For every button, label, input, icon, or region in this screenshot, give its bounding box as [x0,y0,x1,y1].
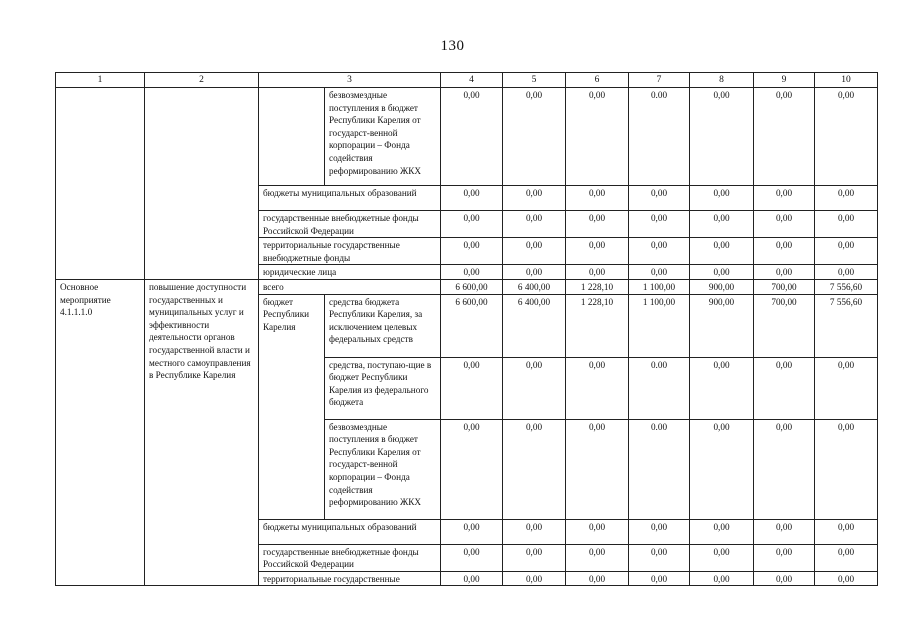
value-cell: 0,00 [503,419,566,519]
value-cell: 0,00 [566,238,629,265]
value-cell: 0,00 [629,211,690,238]
value-cell: 1 100,00 [629,294,690,357]
value-cell: 0,00 [503,265,566,280]
value-cell: 0,00 [629,571,690,586]
value-cell: 1 228,10 [566,294,629,357]
value-cell: 0,00 [441,357,503,419]
value-cell: 0,00 [441,544,503,571]
value-cell: 0,00 [441,571,503,586]
value-cell: 0,00 [690,357,754,419]
value-cell: 7 556,60 [815,294,878,357]
funding-source: государственные внебюджетные фонды Российской Федерации [259,211,441,238]
value-cell: 0,00 [503,186,566,211]
value-cell: 0,00 [754,186,815,211]
value-cell: 0,00 [566,265,629,280]
value-cell: 0,00 [441,238,503,265]
header-cell: 5 [503,73,566,88]
header-cell: 6 [566,73,629,88]
value-cell: 0,00 [754,238,815,265]
value-cell: 0,00 [690,88,754,186]
value-cell: 1 228,10 [566,279,629,294]
value-cell: 0.00 [629,419,690,519]
value-cell: 0,00 [629,265,690,280]
value-cell: 0,00 [690,211,754,238]
value-cell: 0,00 [815,211,878,238]
value-cell: 0,00 [566,544,629,571]
funding-source: территориальные государственные внебюджетные фонды [259,238,441,265]
value-cell: 0,00 [629,238,690,265]
value-cell: 0,00 [441,265,503,280]
value-cell: 0,00 [754,357,815,419]
value-cell: 0,00 [815,238,878,265]
value-cell: 0,00 [441,419,503,519]
value-cell: 0,00 [815,265,878,280]
value-cell: 0,00 [754,571,815,586]
value-cell: 0,00 [503,211,566,238]
value-cell: 0,00 [815,544,878,571]
regional-budget-label: бюджет Республики Карелия [259,294,325,519]
activity-code-cell [56,88,145,280]
value-cell: 0,00 [566,88,629,186]
value-cell: 0,00 [441,88,503,186]
value-cell: 0,00 [566,186,629,211]
value-cell: 700,00 [754,294,815,357]
value-cell: 0,00 [566,571,629,586]
value-cell: 0,00 [690,265,754,280]
value-cell: 6 400,00 [503,279,566,294]
value-cell: 0,00 [815,357,878,419]
value-cell: 0,00 [690,544,754,571]
value-cell: 0,00 [815,186,878,211]
value-cell: 900,00 [690,294,754,357]
value-cell: 0,00 [629,519,690,544]
funding-source: бюджеты муниципальных образований [259,519,441,544]
header-cell: 7 [629,73,690,88]
total-label: всего [259,279,441,294]
value-cell: 0,00 [690,419,754,519]
funding-source: средства бюджета Республики Карелия, за исключением целевых федеральных средств [325,294,441,357]
value-cell: 0,00 [690,238,754,265]
value-cell: 7 556,60 [815,279,878,294]
value-cell: 6 600,00 [441,279,503,294]
value-cell: 0,00 [441,211,503,238]
header-cell: 4 [441,73,503,88]
funding-group-cell [259,88,325,186]
table-row [56,88,878,186]
value-cell: 0,00 [754,88,815,186]
value-cell: 0,00 [503,571,566,586]
value-cell: 0,00 [690,186,754,211]
value-cell: 0,00 [566,211,629,238]
value-cell: 0,00 [815,419,878,519]
funding-source: государственные внебюджетные фонды Российской Федерации [259,544,441,571]
header-cell: 8 [690,73,754,88]
value-cell: 0,00 [503,357,566,419]
value-cell: 0,00 [815,571,878,586]
activity-name-cell [145,88,259,280]
activity-code: Основное мероприятие 4.1.1.1.0 [56,279,145,585]
value-cell: 900,00 [690,279,754,294]
table-row [56,279,878,294]
value-cell: 0.00 [629,88,690,186]
value-cell: 0,00 [503,238,566,265]
value-cell: 0,00 [503,544,566,571]
value-cell: 0,00 [566,357,629,419]
funding-source: юридические лица [259,265,441,280]
activity-name: повышение доступности государственных и муниципальных услуг и эффективности деятельности органов государственной власти и местного самоуправления в Республике Карелия [145,279,259,585]
value-cell: 0.00 [629,357,690,419]
value-cell: 0,00 [503,88,566,186]
value-cell: 0,00 [754,265,815,280]
header-cell: 10 [815,73,878,88]
value-cell: 0,00 [441,519,503,544]
value-cell: 0,00 [629,544,690,571]
value-cell: 0,00 [566,519,629,544]
value-cell: 0,00 [690,519,754,544]
value-cell: 700,00 [754,279,815,294]
header-cell: 9 [754,73,815,88]
funding-source: безвозмездные поступления в бюджет Республики Карелия от государст-венной корпорации – Фонда содействия реформированию ЖКХ [325,419,441,519]
header-cell: 3 [259,73,441,88]
value-cell: 6 600,00 [441,294,503,357]
page-number: 130 [440,38,465,54]
value-cell: 0,00 [566,419,629,519]
funding-source: территориальные государственные [259,571,441,586]
header-cell: 1 [56,73,145,88]
header-row [56,73,878,88]
value-cell: 0,00 [754,419,815,519]
value-cell: 0,00 [754,211,815,238]
value-cell: 0,00 [629,186,690,211]
value-cell: 0,00 [815,519,878,544]
value-cell: 0,00 [690,571,754,586]
budget-table [55,72,878,586]
value-cell: 1 100,00 [629,279,690,294]
value-cell: 0,00 [503,519,566,544]
funding-source: бюджеты муниципальных образований [259,186,441,211]
funding-source: средства, поступаю-щие в бюджет Республики Карелия из федерального бюджета [325,357,441,419]
funding-source: безвозмездные поступления в бюджет Республики Карелия от государст-венной корпорации – Фонда содействия реформированию ЖКХ [325,88,441,186]
header-cell: 2 [145,73,259,88]
value-cell: 0,00 [754,519,815,544]
value-cell: 6 400,00 [503,294,566,357]
value-cell: 0,00 [441,186,503,211]
value-cell: 0,00 [754,544,815,571]
value-cell: 0,00 [815,88,878,186]
